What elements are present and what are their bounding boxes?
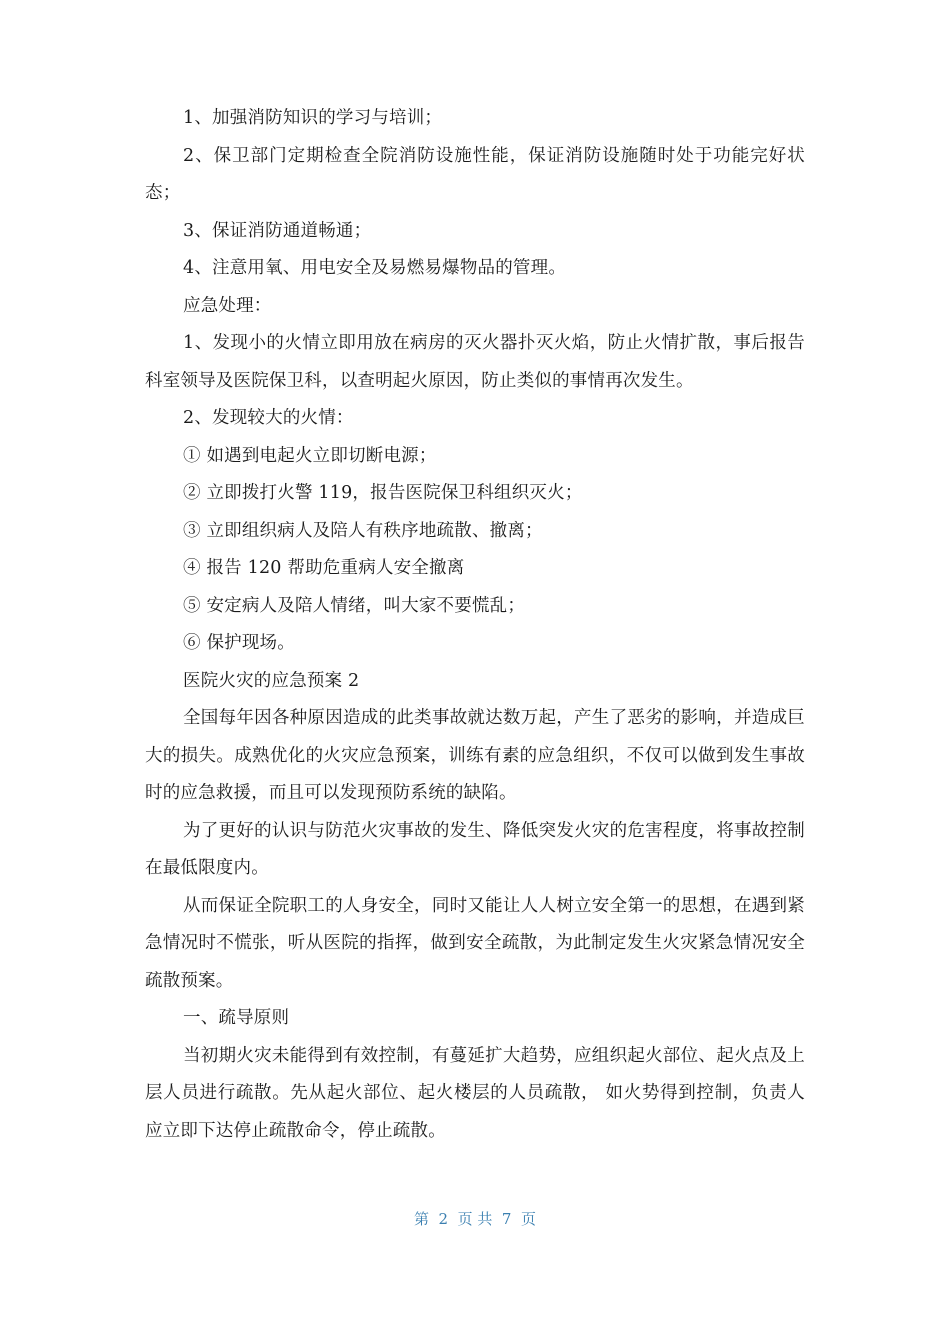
paragraph-principles: 当初期火灾未能得到有效控制，有蔓延扩大趋势，应组织起火部位、起火点及上层人员进行疏散。先从起火部位、起火楼层的人员疏散， 如火势得到控制，负责人应立即下达停止疏散命令，停止疏散。 bbox=[145, 1045, 805, 1141]
page-footer bbox=[0, 1208, 950, 1229]
list-item-2: ② 立即拨打火警 119，报告医院保卫科组织灭火； bbox=[183, 483, 583, 503]
list-item-3: ③ 立即组织病人及陪人有秩序地疏散、撤离； bbox=[183, 520, 543, 541]
list-item-4: ④ 报告 120 帮助危重病人安全撤离 bbox=[183, 558, 465, 578]
paragraph-intro-1: 全国每年因各种原因造成的此类事故就达数万起，产生了恶劣的影响，并造成巨大的损失。成熟优化的火灾应急预案，训练有素的应急组织，不仅可以做到发生事故时的应急救援，而且可以发现预防系统的缺陷。 bbox=[145, 708, 805, 803]
list-item-5: ⑤ 安定病人及陪人情绪，叫大家不要慌乱； bbox=[183, 595, 526, 616]
list-item-6: ⑥ 保护现场。 bbox=[183, 633, 295, 653]
paragraph-prevention-4: 4、注意用氧、用电安全及易燃易爆物品的管理。 bbox=[183, 258, 567, 278]
page-body bbox=[145, 100, 805, 1150]
paragraph-prevention-1: 1、加强消防知识的学习与培训； bbox=[183, 108, 443, 128]
section-heading-principles: 一、疏导原则 bbox=[183, 1008, 290, 1028]
paragraph-prevention-3: 3、保证消防通道畅通； bbox=[183, 220, 372, 241]
paragraph-intro-3: 从而保证全院职工的人身安全，同时又能让人人树立安全第一的思想，在遇到紧急情况时不慌张，听从医院的指挥，做到安全疏散，为此制定发生火灾紧急情况安全疏散预案。 bbox=[145, 895, 805, 991]
paragraph-intro-2: 为了更好的认识与防范火灾事故的发生、降低突发火灾的危害程度，将事故控制在最低限度内。 bbox=[145, 820, 805, 878]
list-item-1: ① 如遇到电起火立即切断电源； bbox=[183, 445, 437, 466]
document-subtitle: 医院火灾的应急预案 2 bbox=[183, 670, 360, 691]
page-number: 第 2 页 共 7 页 bbox=[414, 1210, 536, 1228]
section-heading-emergency: 应急处理： bbox=[183, 295, 272, 316]
paragraph-emergency-2: 2、发现较大的火情： bbox=[183, 408, 354, 428]
paragraph-prevention-2: 2、保卫部门定期检查全院消防设施性能，保证消防设施随时处于功能完好状态； bbox=[145, 145, 805, 203]
paragraph-emergency-1: 1、发现小的火情立即用放在病房的灭火器扑灭火焰，防止火情扩散，事后报告科室领导及医院保卫科，以查明起火原因，防止类似的事情再次发生。 bbox=[145, 333, 805, 391]
